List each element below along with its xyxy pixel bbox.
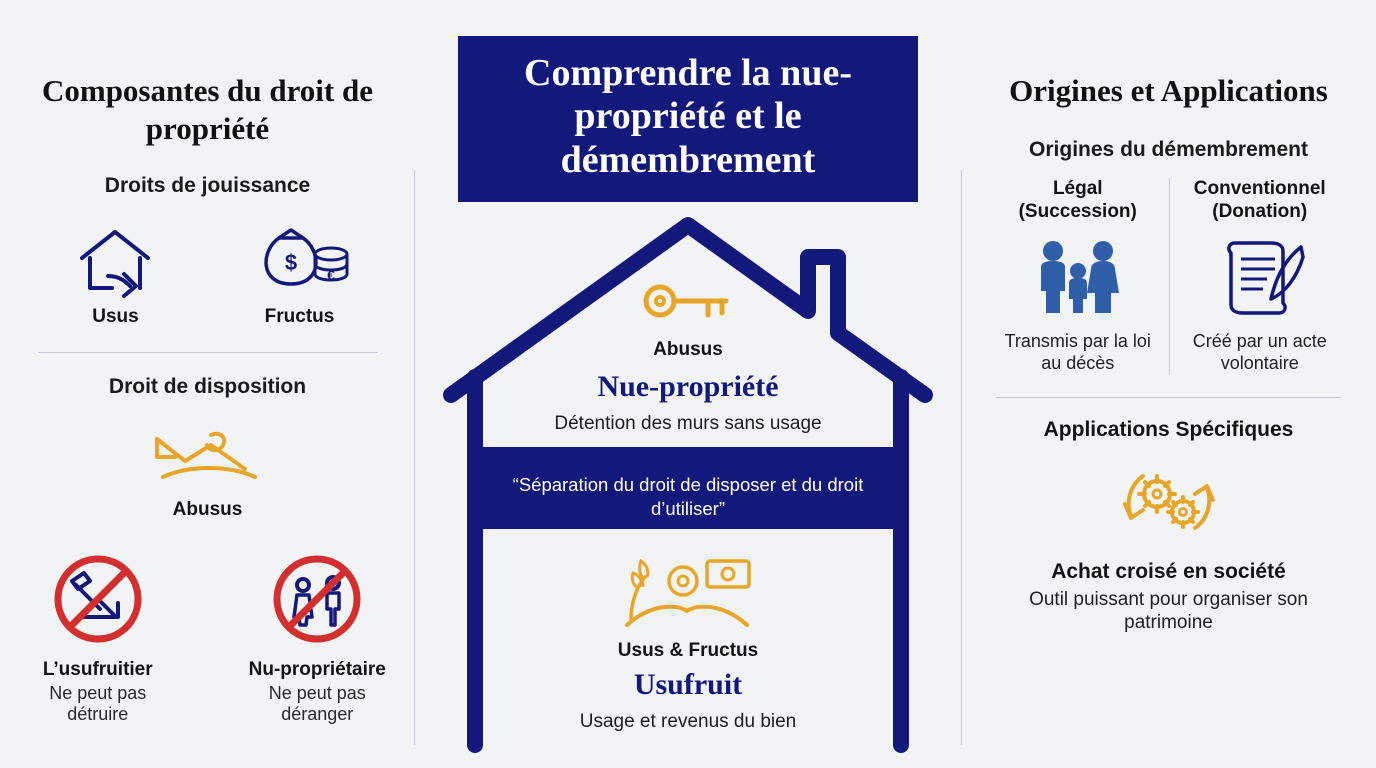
jouissance-icons [24,220,391,328]
fructus-label: Fructus [264,305,335,327]
gears-cycle-icon [1109,454,1229,550]
restriction-nu-proprietaire-sub: Ne peut pas déranger [268,682,366,725]
abusus-label: Abusus [172,498,243,520]
applications-block [987,418,1350,636]
usus-item [56,220,176,328]
svg-text:€: € [326,266,335,283]
no-disturb-icon [265,547,369,651]
right-column-title: Origines et Applications [1009,73,1328,108]
scroll-quill-icon [1205,233,1315,319]
no-demolition-icon [46,547,150,651]
left-column [0,0,415,768]
house-top-subtext: Détention des murs sans usage [554,413,822,434]
usus-label: Usus [92,305,139,327]
key-icon [638,273,738,333]
left-column-title: Composantes du droit de propriété [41,73,373,146]
house-top-icon-label: Abusus [653,339,723,360]
left-section2-heading: Droit de disposition [108,374,307,398]
abusus-item [24,415,391,521]
origines-grid [987,178,1350,375]
application-title: Achat croisé en société [1051,559,1286,583]
restriction-usufruitier [24,547,172,726]
restriction-nu-proprietaire-title: Nu-propriétaire [248,658,386,680]
center-column [415,0,961,768]
restriction-usufruitier-sub: Ne peut pas détruire [49,682,147,725]
svg-text:$: $ [284,249,297,275]
origine-conventionnel [1169,178,1351,375]
house-top-heading: Nue-propriété [597,370,779,403]
application-subtitle: Outil puissant pour organiser son patrimoine [1029,588,1308,634]
house-band-quote: “Séparation du droit de disposer et du droit d’utiliser” [512,474,864,520]
house-arrow-icon [68,220,164,300]
right-section2-heading: Applications Spécifiques [1043,417,1294,441]
origine-legal-body: Transmis par la loi au décès [1004,331,1151,373]
main-title: Comprendre la nue-propriété et le démembrement [524,52,852,181]
house-bottom-heading: Usufruit [633,668,743,701]
right-column [961,0,1376,768]
origine-legal-head: Légal (Succession) [1018,177,1137,222]
house-diagram [415,215,961,755]
restriction-usufruitier-title: L’usufruitier [42,658,153,680]
family-icon [1023,233,1133,319]
origine-legal [987,178,1169,375]
origine-conventionnel-body: Créé par un acte volontaire [1192,331,1327,373]
restriction-nu-proprietaire [244,547,392,726]
origine-conventionnel-head: Conventionnel (Donation) [1193,177,1326,222]
house-bottom-subtext: Usage et revenus du bien [579,711,797,732]
left-horizontal-divider [38,352,378,353]
right-section1-heading: Origines du démembrement [1029,137,1308,161]
fructus-item [240,220,360,328]
right-horizontal-divider [996,397,1341,398]
house-bottom-icon-label: Usus & Fructus [617,640,759,661]
handshake-sale-icon [133,415,283,495]
restriction-icons [24,547,391,726]
main-title-banner [458,36,918,202]
left-section1-heading: Droits de jouissance [104,173,311,197]
harvest-money-icon [613,545,763,640]
money-bag-coins-icon [245,220,355,300]
